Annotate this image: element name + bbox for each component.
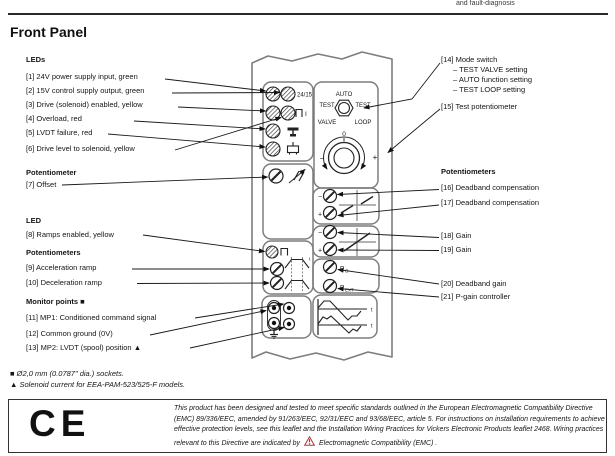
led-15v <box>281 87 295 101</box>
label-mode-14-sub3: – TEST LOOP setting <box>453 85 526 94</box>
ce-mark-logo: CE <box>29 403 91 444</box>
mode-switch-knob <box>339 103 350 114</box>
label-mp-11: [11] MP1: Conditioned command signal <box>26 313 157 322</box>
svg-text:EXT: EXT <box>345 287 354 293</box>
svg-text:t: t <box>371 323 373 330</box>
callout-line-7 <box>62 177 268 185</box>
label-led-1: [1] 24V power supply input, green <box>26 72 138 81</box>
label-mode-14-sub2: – AUTO function setting <box>453 75 533 84</box>
testpot-plus-label: + <box>372 153 378 162</box>
label-mp-12: [12] Common ground (0V) <box>26 329 113 338</box>
emc-warning-icon <box>304 436 315 446</box>
callout-line-2 <box>172 93 280 94</box>
label-pot-18: [18] Gain <box>441 231 472 240</box>
ce-text-before: This product has been designed and tested to meet specific standards outlined in the European Electromagnetic Compatibility Directive (EMC) 89/336/EEC, amended by 91/263/EEC, 92/31/EEC and 93/68/EEC, article 5. For instructions on installation requirements to achieve effective protection levels, see this leaflet and the Installation Wiring Practices for Vickers Electronic Products leaflet 2468. Wiring practices relevant to this Directive are indicated by <box>174 405 605 447</box>
callout-line-15 <box>388 109 440 153</box>
label-pot-16: [16] Deadband compensation <box>441 183 539 192</box>
label-led-3: [3] Drive (solenoid) enabled, yellow <box>26 100 143 109</box>
svg-text:t: t <box>371 307 373 314</box>
svg-text:+: + <box>317 247 323 255</box>
mode-test-left-label: TEST <box>319 103 335 109</box>
svg-text:+: + <box>317 211 323 219</box>
led-drive-enabled <box>266 106 280 120</box>
label-mp-13: [13] MP2: LVDT (spool) position ▲ <box>26 343 142 352</box>
left-heading-potentiometers: Potentiometers <box>26 248 81 257</box>
label-pot-10: [10] Deceleration ramp <box>26 278 102 287</box>
callout-line-8 <box>143 235 265 252</box>
label-pot-20: [20] Deadband gain <box>441 279 507 288</box>
left-heading-leds: LEDs <box>26 55 46 64</box>
led-ramps-enabled <box>266 246 278 258</box>
label-pot-7: [7] Offset <box>26 180 57 189</box>
svg-text:−: − <box>317 230 323 237</box>
led-lvdt-failure <box>266 142 280 156</box>
label-mode-14: [14] Mode switch <box>441 55 498 64</box>
callout-lines-left <box>62 79 284 348</box>
label-pot-17: [17] Deadband compensation <box>441 198 539 207</box>
label-led-6: [6] Drive level to solenoid, yellow <box>26 144 135 153</box>
svg-text:P: P <box>340 284 345 292</box>
svg-text:t: t <box>309 256 311 262</box>
label-pot-9: [9] Acceleration ramp <box>26 263 97 272</box>
ce-declaration-box <box>8 399 607 453</box>
testpot-zero-label: 0 <box>342 131 346 138</box>
svg-text:O: O <box>345 268 349 274</box>
label-led-5: [5] LVDT failure, red <box>26 128 93 137</box>
callout-line-19 <box>338 250 439 251</box>
label-led-4: [4] Overload, red <box>26 114 82 123</box>
page-title: Front Panel <box>10 24 88 40</box>
svg-text:P: P <box>340 265 345 273</box>
footnote-sockets: ■ Ø2,0 mm (0.0787" dia.) sockets. <box>10 369 124 378</box>
callout-line-1 <box>165 79 266 91</box>
left-heading-monitor: Monitor points ■ <box>26 297 85 306</box>
led-row1-label: 24/15 <box>297 92 313 99</box>
left-heading-potentiometer: Potentiometer <box>26 168 77 177</box>
svg-text:I: I <box>305 111 307 118</box>
mode-loop-label: LOOP <box>354 120 372 126</box>
left-heading-led: LED <box>26 216 41 225</box>
header-fragment: and fault-diagnosis <box>456 0 515 7</box>
callout-line-4 <box>134 121 265 129</box>
testpot-minus-label: − <box>319 154 325 163</box>
mode-test-right-label: TEST <box>355 103 371 109</box>
label-pot-21: [21] P-gain controller <box>441 292 511 301</box>
label-mode-14-sub1: – TEST VALVE setting <box>453 65 528 74</box>
right-heading-potentiometers: Potentiometers <box>441 167 496 176</box>
led-overload <box>266 124 280 138</box>
label-led-2: [2] 15V control supply output, green <box>26 86 145 95</box>
label-led-8: [8] Ramps enabled, yellow <box>26 230 114 239</box>
callout-line-12 <box>150 311 266 336</box>
ce-declaration-text <box>174 404 606 449</box>
callout-line-10 <box>137 283 269 284</box>
svg-text:−: − <box>317 194 323 201</box>
label-testpot-15: [15] Test potentiometer <box>441 102 518 111</box>
footnote-solenoid: ▲ Solenoid current for EEA-PAM-523/525-F models. <box>10 380 186 389</box>
mode-auto-label: AUTO <box>335 92 353 98</box>
led-24v <box>266 87 280 101</box>
mode-valve-label: VALVE <box>317 120 337 126</box>
label-pot-19: [19] Gain <box>441 245 472 254</box>
led-drive-level <box>281 106 295 120</box>
ce-text-after: Electromagnetic Compatibility (EMC) . <box>318 439 438 447</box>
